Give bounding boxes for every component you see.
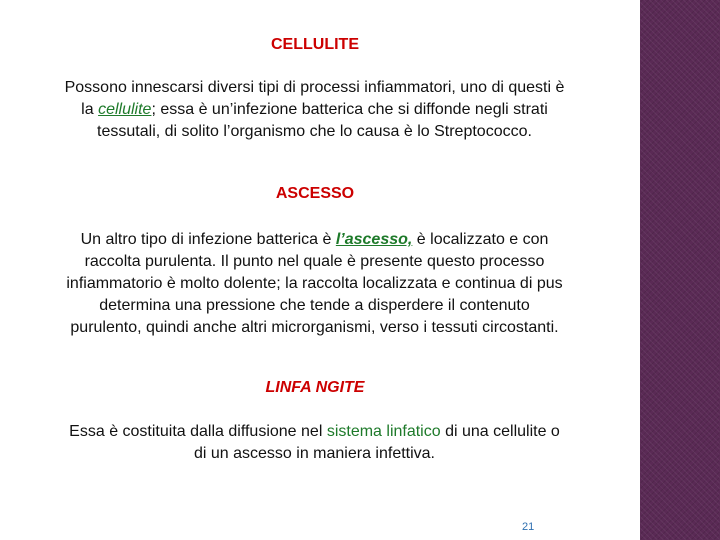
term-ascesso: l’ascesso,	[335, 231, 413, 248]
paragraph-ascesso-text-1: Un altro tipo di infezione batterica è	[80, 231, 336, 248]
paragraph-linfangite	[62, 421, 567, 465]
paragraph-cellulite	[62, 77, 567, 143]
paragraph-linfangite-text-2: di una cellulite o di un ascesso in maniera infettiva.	[193, 423, 560, 462]
paragraph-cellulite-text-1: Possono innescarsi diversi tipi di processi infiammatori, uno di questi è la	[64, 79, 565, 118]
paragraph-ascesso-text-2: è localizzato e con raccolta purulenta. Il punto nel quale è presente questo processo infiammatorio è molto dolente; la raccolta localizzata e continua di pus determina una pressione che tende a disperdere il contenuto purulento, quindi anche altri microrganismi, verso i tessuti circostanti.	[66, 231, 563, 336]
heading-ascesso: ASCESSO	[275, 185, 355, 202]
term-sistema-linfatico: sistema linfatico	[326, 423, 441, 440]
heading-linfangite: LINFA NGITE	[265, 379, 365, 396]
paragraph-linfangite-text-1: Essa è costituita dalla diffusione nel	[69, 423, 327, 440]
heading-cellulite: CELLULITE	[271, 36, 359, 53]
decorative-sidebar	[640, 0, 720, 540]
page-number: 21	[522, 521, 535, 533]
term-cellulite: cellulite	[98, 101, 152, 118]
paragraph-ascesso	[62, 229, 567, 339]
paragraph-cellulite-text-2: ; essa è un’infezione batterica che si diffonde negli strati tessutali, di solito l’organismo che lo causa è lo Streptococco.	[97, 101, 548, 140]
